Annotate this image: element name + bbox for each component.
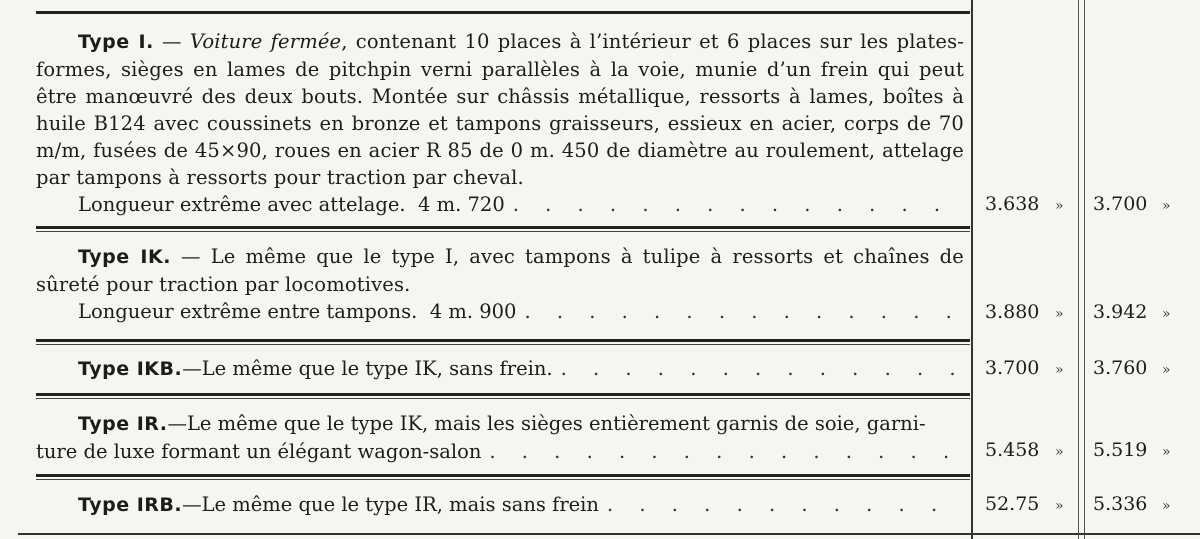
price-1: 52.75 <box>985 493 1040 515</box>
price-1: 3.638 <box>985 193 1040 215</box>
column-rule-middle <box>1078 0 1079 539</box>
price-2: 3.942 <box>1093 301 1148 323</box>
leader-dots <box>561 355 964 382</box>
ditto-mark: » <box>1162 306 1171 322</box>
leader-dots <box>489 438 964 465</box>
ditto-mark: » <box>1055 362 1064 378</box>
separator-top <box>36 11 970 14</box>
entry-description: Type IKB. — Le même que le type IK, sans frein. . . . <box>36 355 964 383</box>
ditto-mark: » <box>1162 198 1171 214</box>
separator-2 <box>36 339 970 345</box>
ditto-mark: » <box>1055 306 1064 322</box>
length-line: Longueur extrême avec attelage. 4 m. 720 . . . <box>36 191 964 218</box>
price-2: 3.760 <box>1093 357 1148 379</box>
ditto-mark: » <box>1055 444 1064 460</box>
column-rule-middle-2 <box>1084 0 1085 539</box>
type-name: Type IK. <box>78 246 171 268</box>
entry-description-cont: ture de luxe formant un élégant wagon-salon . . . <box>36 438 964 465</box>
price-2: 3.700 <box>1093 193 1148 215</box>
entry-description: Type IR. — Le même que le type IK, mais les sièges entièrement garnis de soie, garni- <box>36 410 964 438</box>
separator-1 <box>36 226 970 232</box>
leader-dots <box>513 191 964 218</box>
price-1: 5.458 <box>985 439 1040 461</box>
type-name: Type IR. <box>78 413 168 435</box>
entry-type-ikb <box>36 355 964 383</box>
entry-type-ir <box>36 410 964 465</box>
entry-type-irb <box>36 491 964 519</box>
ditto-mark: » <box>1055 498 1064 514</box>
entry-description: Type I. — Voiture fermée, contenant 10 places à l’intérieur et 6 places sur les plates-formes, sièges en lames de pitchpin verni parallèles à la voie, munie d’un frein qui peut être manœuvré des deux bouts. Montée sur châssis métallique, ressorts à lames, boîtes à huile B124 avec coussinets en bronze et tampons graisseurs, essieux en acier, corps de 70 m/m, fusées de 45×90, roues en acier R 85 de 0 m. 450 de diamètre au roulement, attelage par tampons à ressorts pour traction par cheval. <box>36 30 964 189</box>
type-name: Type I. <box>78 31 154 53</box>
price-1: 3.700 <box>985 357 1040 379</box>
price-1: 3.880 <box>985 301 1040 323</box>
entry-description: Type IRB. — Le même que le type IR, mais sans frein . . . <box>36 491 964 519</box>
length-line: Longueur extrême entre tampons. 4 m. 900 . . . <box>36 298 964 325</box>
type-name: Type IKB. <box>78 358 183 380</box>
leader-dots <box>607 491 964 518</box>
separator-bottom <box>18 533 1200 535</box>
ditto-mark: » <box>1162 362 1171 378</box>
separator-3 <box>36 393 970 399</box>
price-2: 5.519 <box>1093 439 1148 461</box>
column-rule-left <box>971 0 973 539</box>
entry-description: Type IK. — Le même que le type I, avec tampons à tulipe à ressorts et chaînes de sûreté pour traction par locomotives. <box>36 245 964 296</box>
separator-4 <box>36 474 970 480</box>
entry-type-ik <box>36 243 964 325</box>
ditto-mark: » <box>1162 498 1171 514</box>
type-name: Type IRB. <box>78 494 183 516</box>
ditto-mark: » <box>1055 198 1064 214</box>
entry-type-i <box>36 28 964 218</box>
leader-dots <box>524 298 964 325</box>
ditto-mark: » <box>1162 444 1171 460</box>
vehicle-kind: Voiture fermée <box>189 30 342 53</box>
price-2: 5.336 <box>1093 493 1148 515</box>
